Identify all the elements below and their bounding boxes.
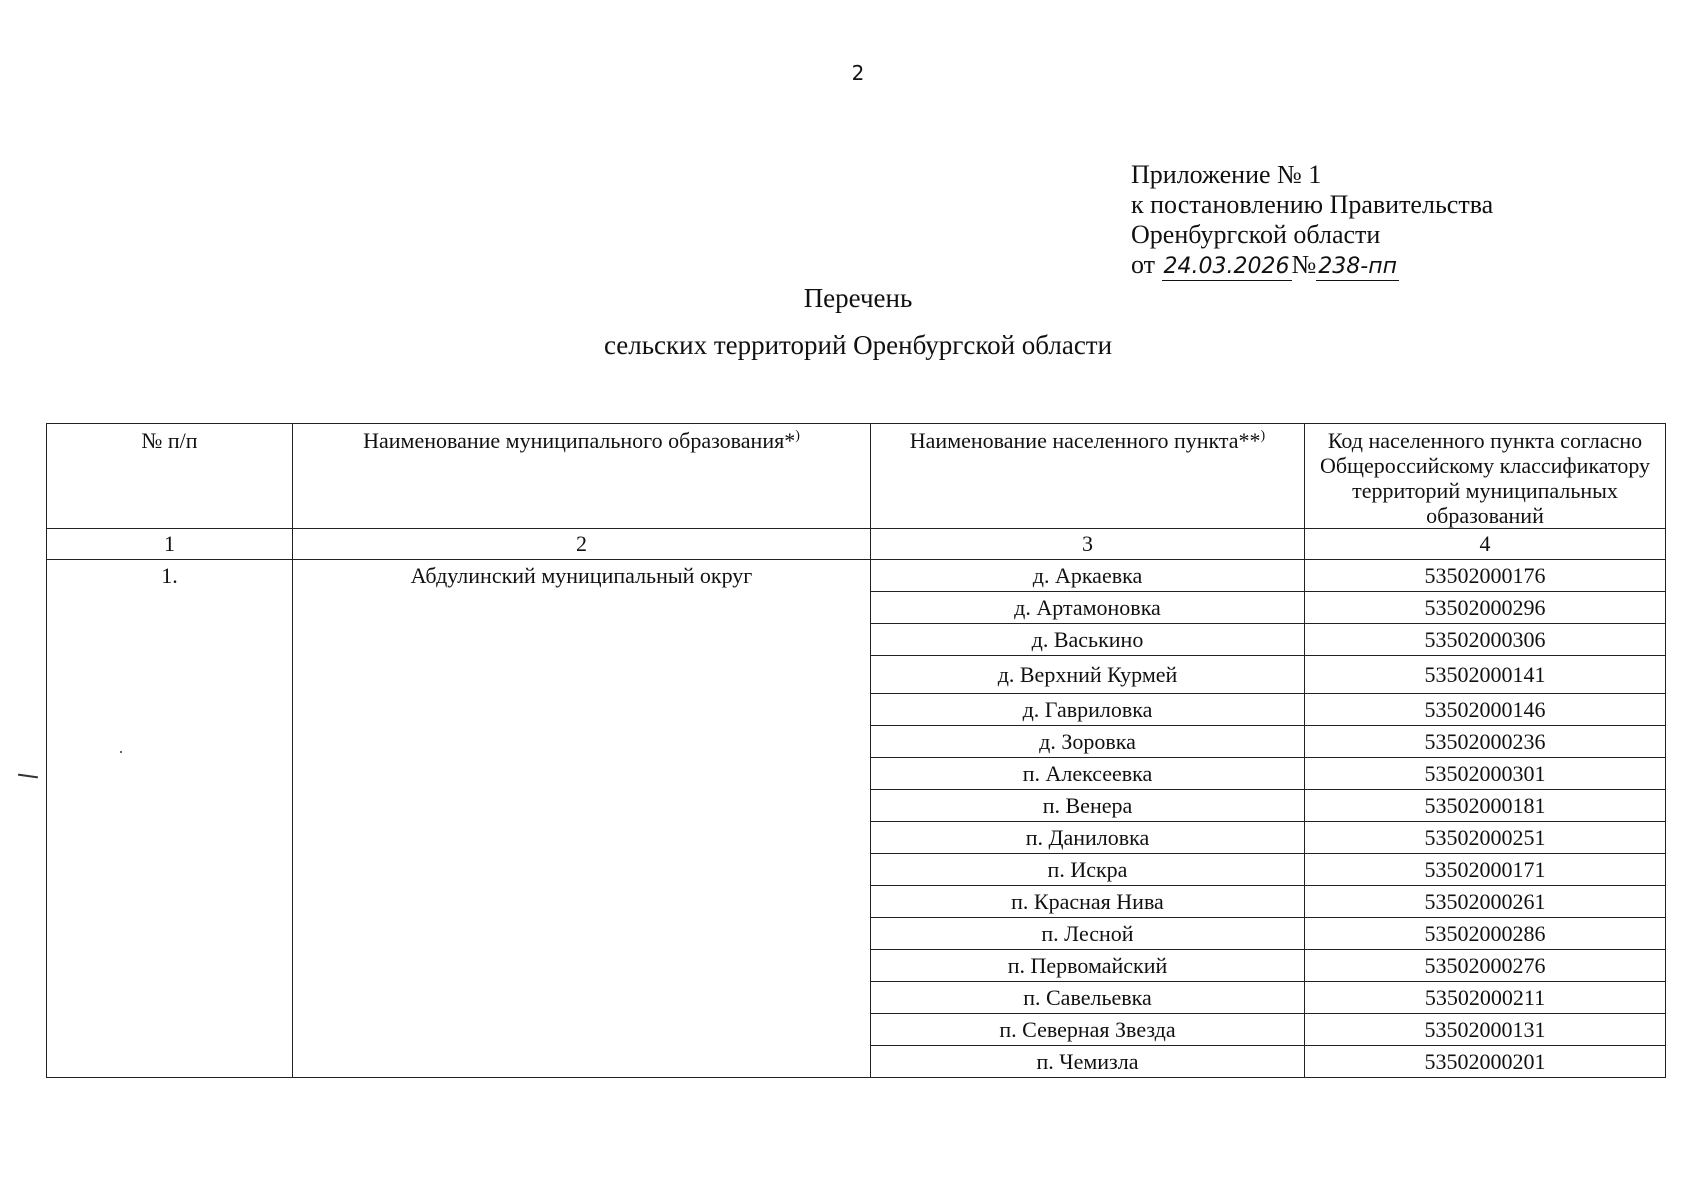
settlement-name: п. Лесной bbox=[871, 918, 1305, 950]
municipality-name: Абдулинский муниципальный округ bbox=[293, 560, 871, 1078]
settlement-name: п. Северная Звезда bbox=[871, 1014, 1305, 1046]
appendix-date-line bbox=[1131, 250, 1493, 281]
document-title: Перечень bbox=[803, 283, 913, 313]
appendix-line-1: Приложение № 1 bbox=[1131, 160, 1322, 189]
page-number: 2 bbox=[851, 61, 865, 85]
settlement-code: 53502000286 bbox=[1305, 918, 1666, 950]
territories-table bbox=[46, 423, 1666, 1078]
column-number-row bbox=[47, 529, 1666, 560]
settlement-name: п. Венера bbox=[871, 790, 1305, 822]
settlement-name: д. Артамоновка bbox=[871, 592, 1305, 624]
settlement-name: д. Васькино bbox=[871, 624, 1305, 656]
settlement-code: 53502000176 bbox=[1305, 560, 1666, 592]
settlement-code: 53502000261 bbox=[1305, 886, 1666, 918]
settlement-code: 53502000276 bbox=[1305, 950, 1666, 982]
handwritten-date: 24.03.2026 bbox=[1163, 254, 1290, 279]
number-sign: № bbox=[1291, 250, 1317, 279]
appendix-block bbox=[1131, 160, 1493, 281]
settlement-code: 53502000146 bbox=[1305, 694, 1666, 726]
settlement-name: п. Красная Нива bbox=[871, 886, 1305, 918]
handwritten-number: 238-пп bbox=[1318, 254, 1398, 279]
header-settlement: Наименование населенного пункта**) bbox=[871, 424, 1305, 529]
date-prefix: от bbox=[1131, 250, 1156, 279]
settlement-name: п. Савельевка bbox=[871, 982, 1305, 1014]
header-code: Код населенного пункта согласно Общероссийскому классификатору территорий муниципальных образований bbox=[1305, 424, 1666, 529]
settlement-code: 53502000171 bbox=[1305, 854, 1666, 886]
settlement-name: п. Чемизла bbox=[871, 1046, 1305, 1078]
settlement-code: 53502000236 bbox=[1305, 726, 1666, 758]
settlement-code: 53502000251 bbox=[1305, 822, 1666, 854]
settlement-name: п. Алексеевка bbox=[871, 758, 1305, 790]
table-row bbox=[47, 560, 1666, 592]
settlement-code: 53502000301 bbox=[1305, 758, 1666, 790]
settlement-code: 53502000141 bbox=[1305, 656, 1666, 694]
settlement-name: д. Гавриловка bbox=[871, 694, 1305, 726]
settlement-code: 53502000306 bbox=[1305, 624, 1666, 656]
row-number: 1. bbox=[47, 560, 293, 1078]
settlement-code: 53502000181 bbox=[1305, 790, 1666, 822]
settlement-code: 53502000211 bbox=[1305, 982, 1666, 1014]
column-number: 3 bbox=[871, 529, 1305, 560]
settlement-name: д. Верхний Курмей bbox=[871, 656, 1305, 694]
header-number: № п/п bbox=[47, 424, 293, 529]
settlement-code: 53502000296 bbox=[1305, 592, 1666, 624]
settlement-name: п. Даниловка bbox=[871, 822, 1305, 854]
settlement-code: 53502000201 bbox=[1305, 1046, 1666, 1078]
scan-mark bbox=[18, 774, 38, 778]
column-number: 2 bbox=[293, 529, 871, 560]
column-number: 1 bbox=[47, 529, 293, 560]
settlement-name: п. Первомайский bbox=[871, 950, 1305, 982]
settlement-name: д. Зоровка bbox=[871, 726, 1305, 758]
column-number: 4 bbox=[1305, 529, 1666, 560]
document-subtitle: сельских территорий Оренбургской области bbox=[603, 330, 1113, 360]
appendix-line-3: Оренбургской области bbox=[1131, 220, 1381, 249]
table-header-row bbox=[47, 424, 1666, 529]
settlement-name: д. Аркаевка bbox=[871, 560, 1305, 592]
header-municipality: Наименование муниципального образования*) bbox=[293, 424, 871, 529]
settlement-code: 53502000131 bbox=[1305, 1014, 1666, 1046]
settlement-name: п. Искра bbox=[871, 854, 1305, 886]
appendix-line-2: к постановлению Правительства bbox=[1131, 190, 1494, 219]
